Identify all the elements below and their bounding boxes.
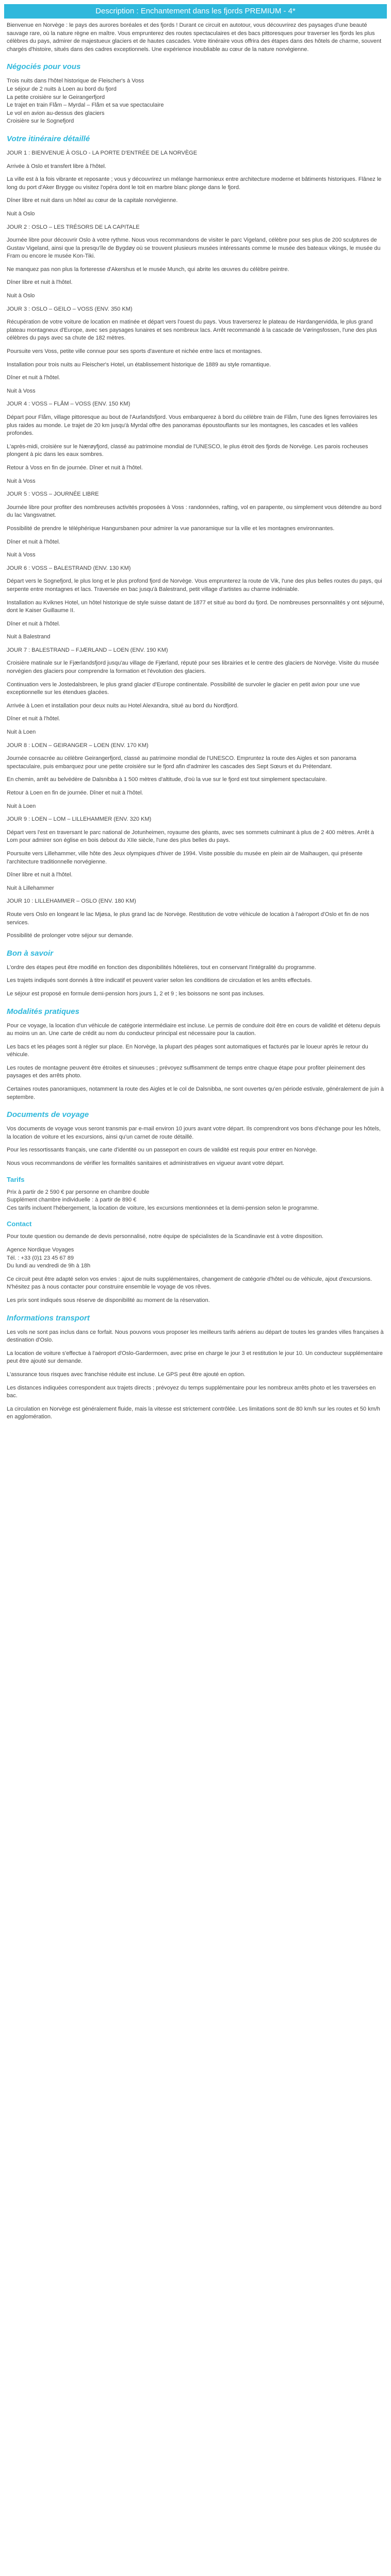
price-line: Supplément chambre individuelle : à partir de 890 € [7,1197,137,1204]
day-title: JOUR 4 : VOSS – FLÅM – VOSS (ENV. 150 KM) [7,401,131,408]
highlights-section [7,62,384,126]
closing-paragraph: Ce circuit peut être adapté selon vos envies : ajout de nuits supplémentaires, changement de catégorie d'hôtel ou de véhicule, ajout d'excursions. N'hésitez pas à nous contacter pour construire ensemble le voyage de vos rêves. [7,1276,372,1291]
page-title: Description : Enchantement dans les fjords PREMIUM - 4* [95,7,296,15]
day-title: JOUR 10 : LILLEHAMMER – OSLO (ENV. 180 KM) [7,898,136,905]
day-paragraph: Dîner et nuit à l'hôtel. [7,538,60,545]
documents-paragraph: Nous vous recommandons de vérifier les formalités sanitaires et administratives en vigueur avant votre départ. [7,1160,285,1167]
itinerary-day [7,224,384,300]
info-section [7,1313,384,1421]
day-paragraph: Récupération de votre voiture de location en matinée et départ vers l'ouest du pays. Vous traverserez le plateau de Hardangervidda, le plus grand plateau montagneux d'Europe, avec ses paysages lunaires et ses nombreux lacs. Arrêt recommandé à la cascade de Vøringsfossen, l'une des plus célèbres du pays avec sa chute de 182 mètres. [7,319,377,342]
practical-heading: Modalités pratiques [7,1007,79,1016]
title-banner [4,4,387,19]
day-paragraph: Possibilité de prendre le téléphérique Hangursbanen pour admirer la vue panoramique sur la ville et les montagnes environnantes. [7,525,335,532]
day-title: JOUR 2 : OSLO – LES TRÉSORS DE LA CAPITALE [7,224,140,230]
itinerary-day [7,306,384,396]
itinerary-heading: Votre itinéraire détaillé [7,134,90,143]
practical-paragraph: Certaines routes panoramiques, notamment la route des Aigles et le col de Dalsnibba, ne sont ouvertes qu'en période estivale, généralement de juin à septembre. [7,1086,384,1100]
itinerary-day [7,490,384,560]
practical-paragraph: Pour ce voyage, la location d'un véhicule de catégorie intermédiaire est incluse. Le permis de conduire doit être en cours de validité et détenu depuis au moins un an. Une carte de crédit au nom du conducteur principal est nécessaire pour la caution. [7,1022,381,1037]
itinerary-days [7,149,384,940]
prices-heading: Tarifs [7,1175,25,1183]
contact-agency: Agence Nordique Voyages [7,1247,74,1253]
itinerary-section [7,134,384,940]
highlight-item: La petite croisière sur le Geirangerfjord [7,94,105,100]
price-line: Prix à partir de 2 590 € par personne en chambre double [7,1189,150,1195]
day-paragraph: Arrivée à Loen et installation pour deux nuits au Hotel Alexandra, situé au bord du Nordfjord. [7,702,239,709]
day-paragraph: Nuit à Voss [7,478,36,484]
info-paragraph: L'assurance tous risques avec franchise réduite est incluse. Le GPS peut être ajouté en option. [7,1371,246,1378]
day-paragraph: Installation pour trois nuits au Fleischer's Hotel, un établissement historique de 1889 au style romantique. [7,361,271,368]
day-paragraph: Journée libre pour découvrir Oslo à votre rythme. Nous vous recommandons de visiter le parc Vigeland, célèbre pour ses plus de 200 sculptures de Gustav Vigeland, ainsi que la presqu'île de Bygdøy où se trouvent plusieurs musées intéressants comme le musée des bateaux vikings, le musée du Fram ou encore le musée Kon-Tiki. [7,237,381,260]
day-paragraph: L'après-midi, croisière sur le Nærøyfjord, classé au patrimoine mondial de l'UNESCO, le plus étroit des fjords de Norvège. Les parois rocheuses plongent à pic dans les eaux sombres. [7,443,368,458]
day-paragraph: Journée libre pour profiter des nombreuses activités proposées à Voss : randonnées, rafting, vol en parapente, ou simplement vous détendre au bord du lac Vangsvatnet. [7,504,382,519]
day-title: JOUR 5 : VOSS – JOURNÉE LIBRE [7,491,99,498]
day-paragraph: Poursuite vers Lillehammer, ville hôte des Jeux olympiques d'hiver de 1994. Visite possible du musée en plein air de Maihaugen, qui présente l'architecture traditionnelle norvégienne. [7,850,363,865]
day-paragraph: Dîner libre et nuit dans un hôtel au cœur de la capitale norvégienne. [7,197,178,204]
documents-paragraph: Pour les ressortissants français, une carte d'identité ou un passeport en cours de validité est requis pour entrer en Norvège. [7,1147,317,1154]
itinerary-day [7,742,384,811]
highlight-item: Le vol en avion au-dessus des glaciers [7,110,105,116]
day-paragraph: Croisière matinale sur le Fjærlandsfjord jusqu'au village de Fjærland, réputé pour ses librairies et le centre des glaciers de Norvège. Visite du musée norvégien des glaciers pour comprendre la formation et l'évolution des glaciers. [7,660,379,675]
practical-paragraph: Les routes de montagne peuvent être étroites et sinueuses ; prévoyez suffisamment de temps entre chaque étape pour profiter pleinement des paysages et des arrêts photo. [7,1064,366,1079]
contact-phone: Tél. : +33 (0)1 23 45 67 89 [7,1255,74,1261]
good-to-know-heading: Bon à savoir [7,948,54,958]
itinerary-day [7,149,384,218]
intro-section [7,22,384,54]
day-paragraph: Dîner libre et nuit à l'hôtel. [7,872,73,878]
highlight-item: Croisière sur le Sognefjord [7,118,74,125]
contact-hours: Du lundi au vendredi de 9h à 18h [7,1263,91,1269]
day-paragraph: Dîner libre et nuit à l'hôtel. [7,279,73,286]
day-title: JOUR 6 : VOSS – BALESTRAND (ENV. 130 KM) [7,565,131,571]
day-paragraph: Nuit à Loen [7,803,36,809]
day-paragraph: Nuit à Voss [7,387,36,394]
day-paragraph: Installation au Kviknes Hotel, un hôtel historique de style suisse datant de 1877 et situé au bord du fjord. De nombreuses personnalités y ont séjourné, dont le Kaiser Guillaume II. [7,599,384,614]
day-paragraph: Départ vers l'est en traversant le parc national de Jotunheimen, royaume des géants, avec ses sommets culminant à plus de 2 400 mètres. Arrêt à Lom pour admirer son église en bois debout du XIIe siècle, l'une des plus belles du pays. [7,829,374,844]
practical-paragraph: Les bacs et les péages sont à régler sur place. En Norvège, la plupart des péages sont automatiques et facturés par le loueur après le retour du véhicule. [7,1043,368,1058]
documents-paragraph: Vos documents de voyage vous seront transmis par e-mail environ 10 jours avant votre départ. Ils comprendront vos bons d'échange pour les hôtels, la location de voiture et les excursions, ainsi qu'un carnet de route détaillé. [7,1126,381,1140]
day-title: JOUR 7 : BALESTRAND – FJÆRLAND – LOEN (ENV. 190 KM) [7,647,168,653]
day-paragraph: Départ vers le Sognefjord, le plus long et le plus profond fjord de Norvège. Vous emprunterez la route de Vik, l'une des plus belles routes du pays, qui serpente entre montagnes et lacs. Traversée en bac jusqu'à Balestrand, petit village d'artistes au charme indéniable. [7,578,382,592]
good-to-know-section [7,948,384,998]
itinerary-day [7,565,384,641]
highlights-heading: Négociés pour vous [7,62,81,72]
info-heading: Informations transport [7,1313,90,1323]
day-paragraph: Départ pour Flåm, village pittoresque au bout de l'Aurlandsfjord. Vous embarquerez à bord du célèbre train de Flåm, l'une des lignes ferroviaires les plus raides au monde. Le trajet de 20 km jusqu'à Myrdal offre des panoramas époustouflants sur les montagnes, les cascades et les vallées profondes. [7,414,378,437]
info-paragraph: Les vols ne sont pas inclus dans ce forfait. Nous pouvons vous proposer les meilleurs tarifs aériens au départ de toutes les grandes villes françaises à destination d'Oslo. [7,1329,384,1344]
day-paragraph: Continuation vers le Jostedalsbreen, le plus grand glacier d'Europe continentale. Possibilité de survoler le glacier en petit avion pour une vue exceptionnelle sur les étendues glacées. [7,681,360,696]
day-paragraph: Retour à Voss en fin de journée. Dîner et nuit à l'hôtel. [7,464,143,471]
day-paragraph: Dîner et nuit à l'hôtel. [7,375,60,381]
contact-heading: Contact [7,1220,32,1228]
itinerary-day [7,816,384,892]
day-paragraph: Dîner et nuit à l'hôtel. [7,716,60,722]
itinerary-day [7,897,384,940]
highlight-item: Le trajet en train Flåm – Myrdal – Flåm et sa vue spectaculaire [7,102,164,109]
day-paragraph: En chemin, arrêt au belvédère de Dalsnibba à 1 500 mètres d'altitude, d'où la vue sur le fjord est tout simplement spectaculaire. [7,776,327,783]
good-to-know-paragraph: L'ordre des étapes peut être modifié en fonction des disponibilités hôtelières, tout en conservant l'intégralité du programme. [7,964,316,971]
info-paragraph: La circulation en Norvège est généralement fluide, mais la vitesse est strictement contrôlée. Les limitations sont de 80 km/h sur les routes et 50 km/h en agglomération. [7,1405,380,1420]
day-paragraph: Arrivée à Oslo et transfert libre à l'hôtel. [7,163,106,170]
day-paragraph: Retour à Loen en fin de journée. Dîner et nuit à l'hôtel. [7,790,143,796]
day-paragraph: Poursuite vers Voss, petite ville connue pour ses sports d'aventure et nichée entre lacs et montagnes. [7,348,262,355]
day-paragraph: Nuit à Oslo [7,293,35,299]
day-title: JOUR 3 : OSLO – GEILO – VOSS (ENV. 350 KM) [7,306,133,312]
day-paragraph: La ville est à la fois vibrante et reposante ; vous y découvrirez un mélange harmonieux entre architecture moderne et bâtiments historiques. Flânez le long du port d'Aker Brygge ou visitez l'opéra dont le toit en marbre blanc plonge dans le fjord. [7,176,382,191]
info-paragraph: Les distances indiquées correspondent aux trajets directs ; prévoyez du temps supplémentaire pour les nombreux arrêts photo et les traversées en bac. [7,1384,376,1399]
day-paragraph: Route vers Oslo en longeant le lac Mjøsa, le plus grand lac de Norvège. Restitution de votre véhicule de location à l'aéroport d'Oslo et fin de nos services. [7,911,369,926]
day-paragraph: Nuit à Voss [7,552,36,558]
practical-section [7,1007,384,1102]
day-paragraph: Ne manquez pas non plus la forteresse d'Akershus et le musée Munch, qui abrite les œuvres du célèbre peintre. [7,266,289,273]
highlight-item: Le séjour de 2 nuits à Loen au bord du fjord [7,86,117,92]
main-content [0,19,391,1421]
day-paragraph: Nuit à Lillehammer [7,885,54,891]
day-title: JOUR 8 : LOEN – GEIRANGER – LOEN (ENV. 170 KM) [7,742,149,749]
info-paragraph: La location de voiture s'effectue à l'aéroport d'Oslo-Gardermoen, avec prise en charge le jour 3 et restitution le jour 10. Un conducteur supplémentaire peut être ajouté sur demande. [7,1350,383,1365]
day-paragraph: Nuit à Oslo [7,210,35,217]
highlight-item: Trois nuits dans l'hôtel historique de Fleischer's à Voss [7,78,144,84]
day-paragraph: Nuit à Balestrand [7,634,51,640]
day-paragraph: Dîner et nuit à l'hôtel. [7,620,60,627]
itinerary-day [7,647,384,737]
good-to-know-paragraph: Les trajets indiqués sont donnés à titre indicatif et peuvent varier selon les conditions de circulation et les arrêts effectués. [7,977,312,984]
itinerary-day [7,400,384,485]
day-paragraph: Possibilité de prolonger votre séjour sur demande. [7,933,134,939]
day-title: JOUR 9 : LOEN – LOM – LILLEHAMMER (ENV. 320 KM) [7,816,152,823]
closing-section [7,1276,384,1305]
documents-section [7,1110,384,1270]
documents-heading: Documents de voyage [7,1110,89,1120]
contact-intro: Pour toute question ou demande de devis personnalisé, notre équipe de spécialistes de la Scandinavie est à votre disposition. [7,1233,323,1240]
good-to-know-paragraph: Le séjour est proposé en formule demi-pension hors jours 1, 2 et 9 ; les boissons ne sont pas incluses. [7,990,265,997]
intro-paragraph: Bienvenue en Norvège : le pays des aurores boréales et des fjords ! Durant ce circuit en autotour, vous découvrirez des paysages d'une beauté sauvage rare, où la nature règne en maître. Vous emprunterez des routes spectaculaires et des bacs pittoresques pour traverser les fjords les plus célèbres du pays, admirer de majestueux glaciers et de hautes cascades. Votre itinéraire vous offrira des étapes dans des hôtels de charme, souvent chargés d'histoire, situés dans des cadres exceptionnels. Une expérience inoubliable au cœur de la nature norvégienne. [7,22,382,53]
day-title: JOUR 1 : BIENVENUE À OSLO - LA PORTE D'ENTRÉE DE LA NORVÈGE [7,149,198,156]
day-paragraph: Nuit à Loen [7,729,36,736]
price-note: Ces tarifs incluent l'hébergement, la location de voiture, les excursions mentionnées et la demi-pension selon le programme. [7,1205,319,1211]
closing-paragraph: Les prix sont indiqués sous réserve de disponibilité au moment de la réservation. [7,1297,210,1303]
day-paragraph: Journée consacrée au célèbre Geirangerfjord, classé au patrimoine mondial de l'UNESCO. Empruntez la route des Aigles et son panorama spectaculaire, puis embarquez pour une petite croisière sur le fjord afin d'admirer les cascades des Sept Sœurs et du Prétendant. [7,755,356,770]
